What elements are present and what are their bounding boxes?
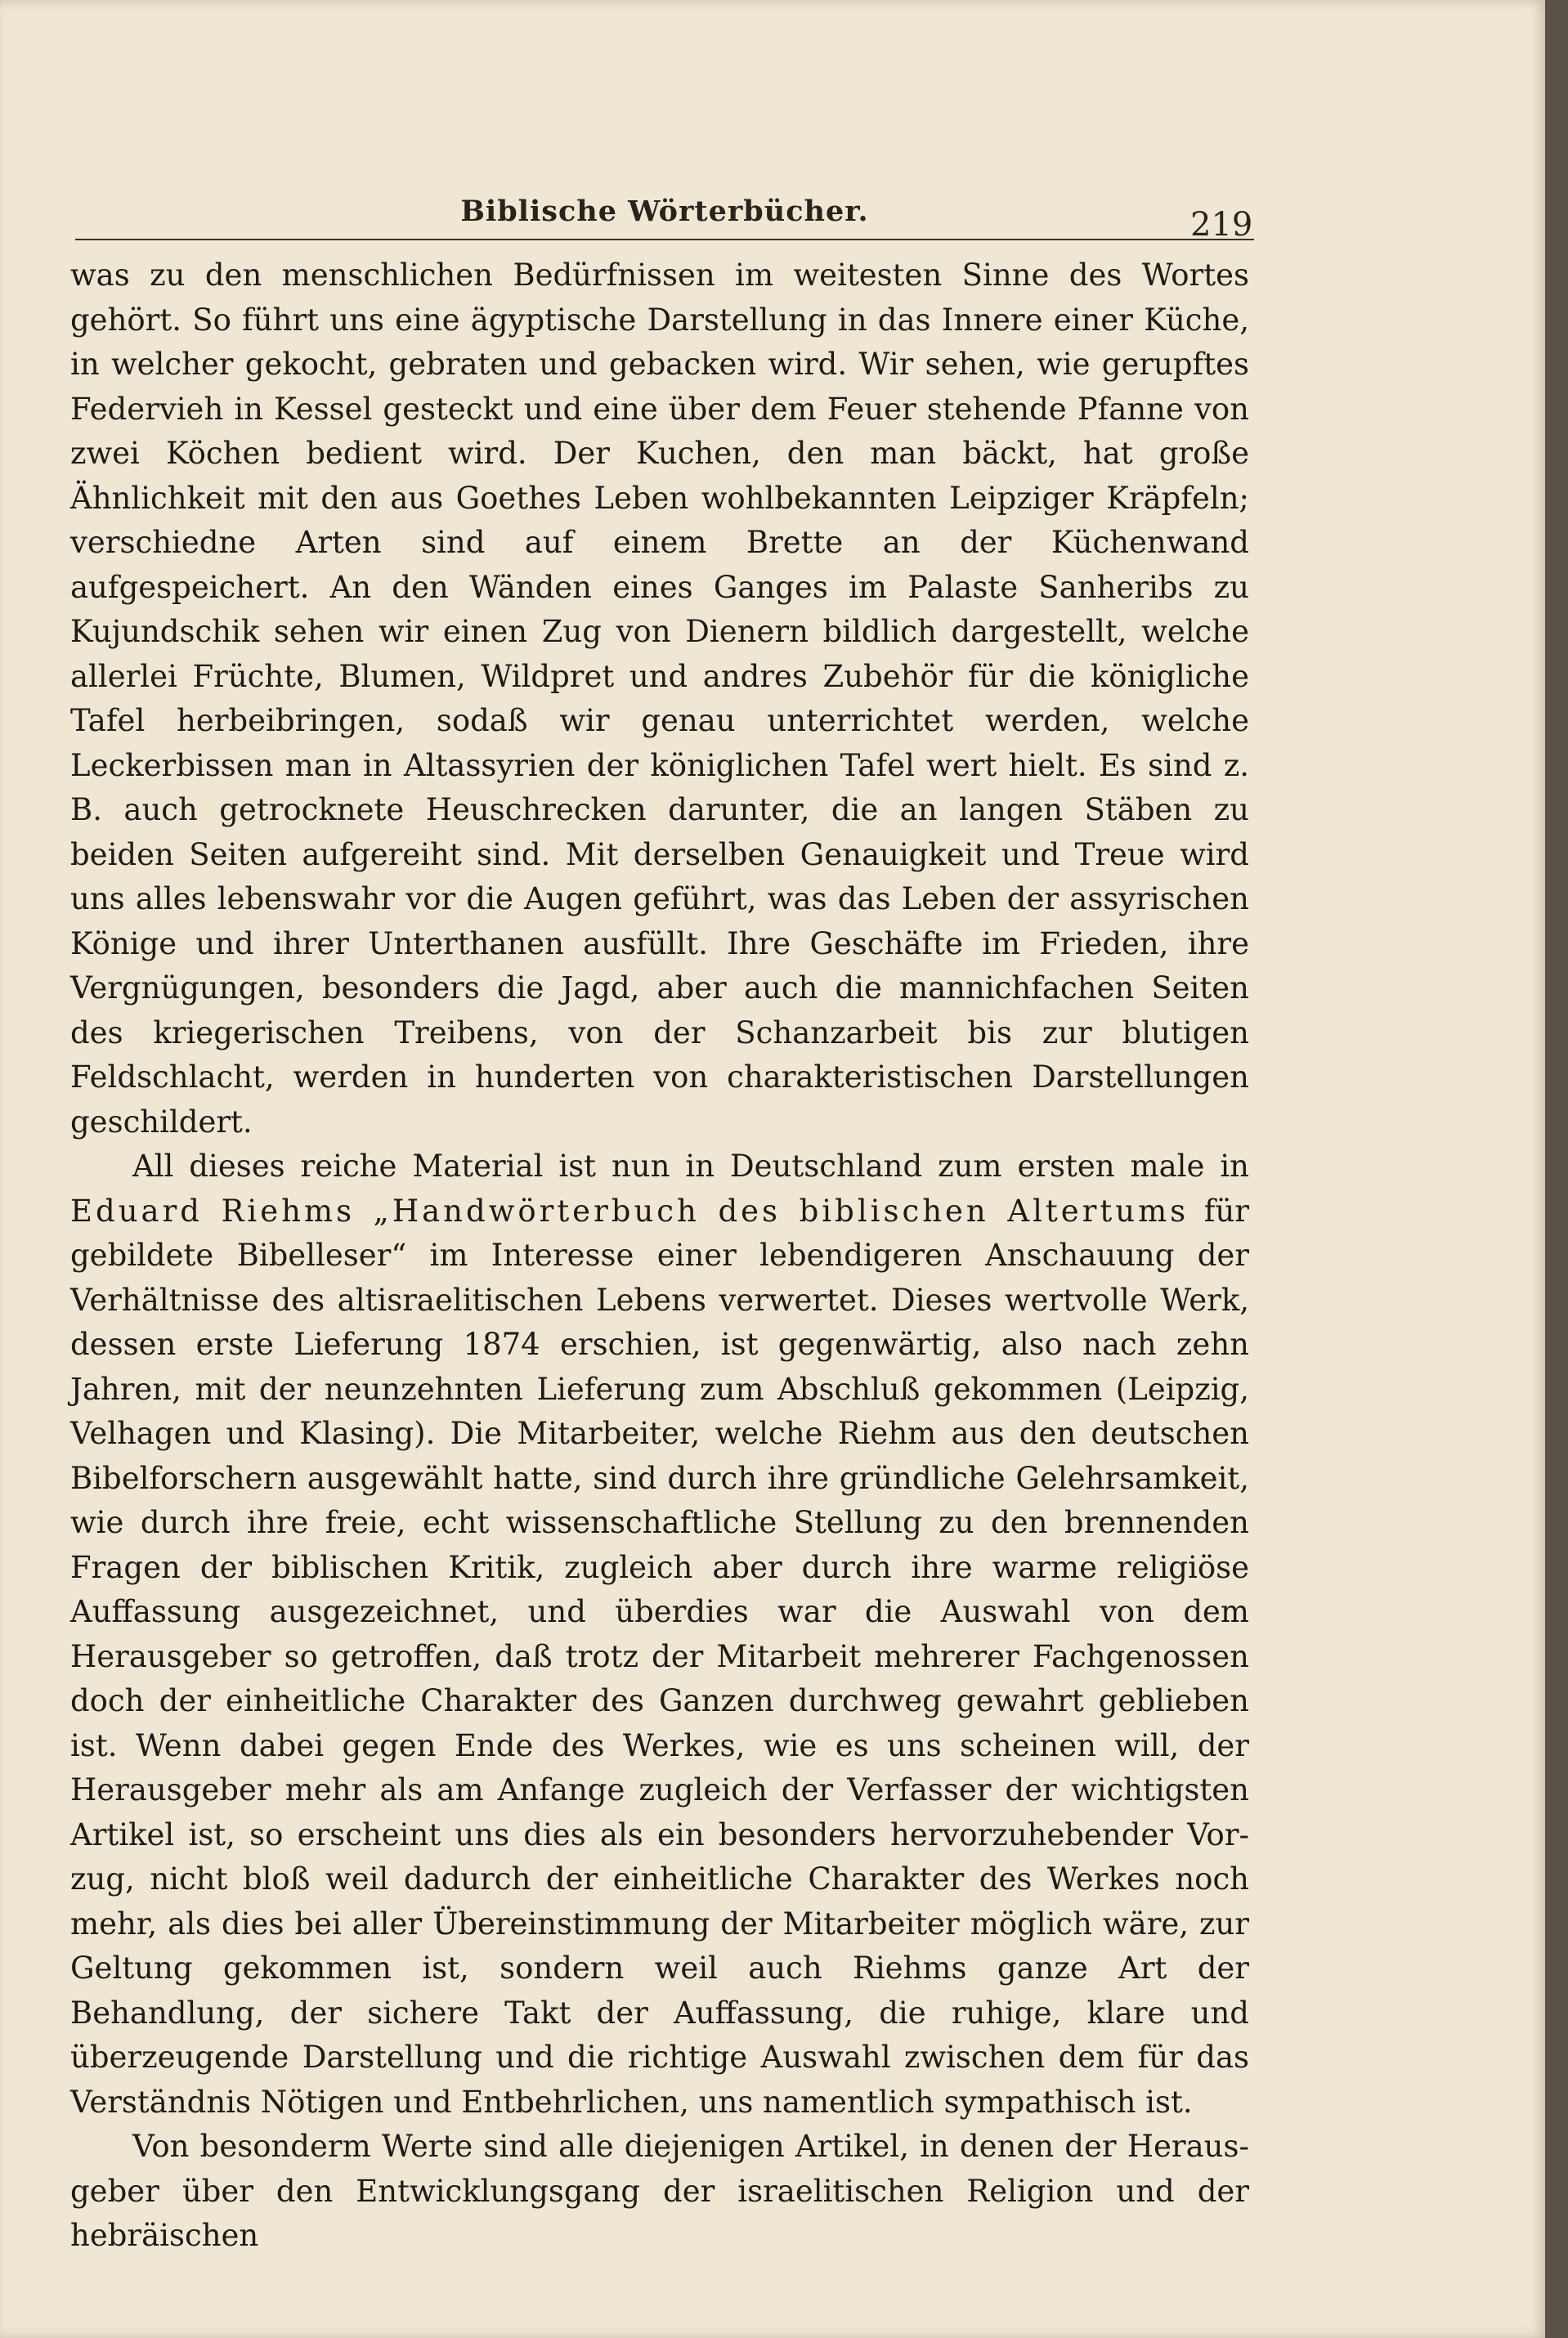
page-number: 219 [1190, 206, 1253, 244]
book-title-spaced: Eduard Riehms „Handwörterbuch des biblischen Altertums [70, 1193, 1189, 1229]
body-text [70, 253, 1249, 2259]
paragraph [70, 1144, 1249, 2125]
paragraph-text: für gebildete Bibelleser“ im Interesse einer lebendigeren Anschauung der Verhältnisse des altisraelitischen Lebens verwertet. Dieses wertvolle Werk, dessen erste Lieferung 1874 erschien, ist gegenwärtig, also nach zehn Jahren, mit der neunzehnten Lieferung zum Abschluß gekommen (Leipzig, Velhagen und Klasing). Die Mitarbeiter, welche Riehm aus den deutschen Bibelforschern ausgewählt hatte, sind durch ihre gründliche Gelehrsamkeit, wie durch ihre freie, echt wissenschaftliche Stellung zu den brennenden Fragen der biblischen Kritik, zugleich aber durch ihre warme religiöse Auffassung ausgezeichnet, und überdies war die Auswahl von dem Herausgeber so getroffen, daß trotz der Mitarbeit mehrerer Fachgenossen doch der einheitliche Charakter des Ganzen durchweg gewahrt geblieben ist. Wenn dabei gegen Ende des Werkes, wie es uns scheinen will, der Herausgeber mehr als am Anfange zugleich der Verfasser der wichtigsten Artikel ist, so erscheint uns dies als ein besonders hervorzuhebender Vorzug, nicht bloß weil dadurch der einheitliche Charakter des Werkes noch mehr, als dies bei aller Übereinstimmung der Mitarbeiter möglich wäre, zur Geltung gekommen ist, sondern weil auch Riehms ganze Art der Behandlung, der sichere Takt der Auffassung, die ruhige, klare und überzeugende Darstellung und die richtige Auswahl zwischen dem für das Verständnis Nötigen und Entbehrlichen, uns namentlich sympathisch ist. [70, 1193, 1249, 2120]
running-title: Biblische Wörterbücher. [460, 195, 869, 228]
page-header [75, 190, 1254, 240]
paragraph [70, 2125, 1249, 2259]
paragraph [70, 253, 1249, 1144]
paragraph-text: Von besonderm Werte sind alle diejenigen Artikel, in denen der Herausgeber über den Entwicklungsgang der israelitischen Religion und der hebräischen [70, 2129, 1249, 2253]
paragraph-text: All dieses reiche Material ist nun in Deutschland zum ersten male in [132, 1149, 1249, 1184]
paragraph-text: was zu den menschlichen Bedürfnissen im weitesten Sinne des Wortes gehört. So führt uns eine ägyptische Darstellung in das Innere einer Küche, in welcher gekocht, gebraten und gebacken wird. Wir sehen, wie gerupftes Federvieh in Kessel gesteckt und eine über dem Feuer stehende Pfanne von zwei Köchen bedient wird. Der Kuchen, den man bäckt, hat große Ähnlichkeit mit den aus Goethes Leben wohlbekannten Leipziger Kräpfeln; verschiedne Arten sind auf einem Brette an der Küchenwand aufgespeichert. An den Wänden eines Ganges im Palaste Sanheribs zu Kujundschik sehen wir einen Zug von Dienern bildlich dargestellt, welche allerlei Früchte, Blumen, Wildpret und andres Zubehör für die königliche Tafel herbeibringen, sodaß wir genau unterrichtet werden, welche Leckerbissen man in Altassyrien der königlichen Tafel wert hielt. Es sind z. B. auch getrocknete Heuschrecken darunter, die an langen Stäben zu beiden Seiten aufgereiht sind. Mit derselben Genauigkeit und Treue wird uns alles lebenswahr vor die Augen geführt, was das Leben der assyrischen Könige und ihrer Unterthanen ausfüllt. Ihre Geschäfte im Frieden, ihre Vergnügungen, besonders die Jagd, aber auch die mannichfachen Seiten des kriegerischen Treibens, von der Schanzarbeit bis zur blutigen Feldschlacht, werden in hunderten von charakteristischen Darstellungen geschildert. [70, 258, 1249, 1140]
